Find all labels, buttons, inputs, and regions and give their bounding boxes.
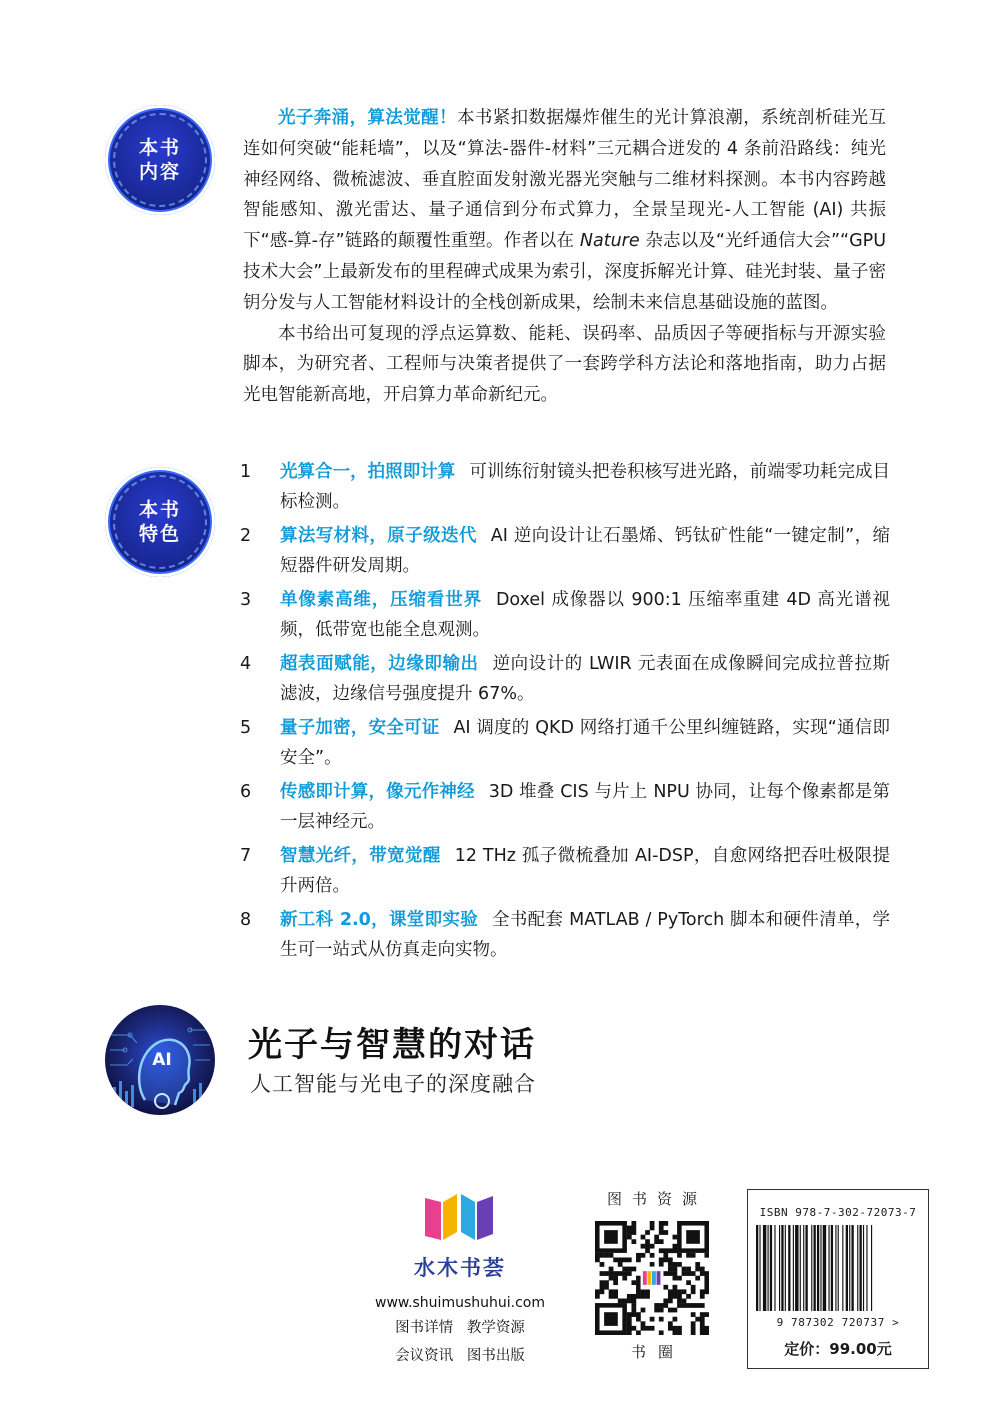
ai-label: AI [152, 1050, 172, 1070]
feature-item [240, 905, 890, 965]
feature-desc: 12 THz 孤子微梳叠加 AI-DSP，自愈网络把吞吐极限提升两倍。 [280, 846, 890, 896]
ai-head-illustration [105, 1005, 215, 1115]
feature-title: 智慧光纤，带宽觉醒 [280, 846, 441, 866]
qr-label-top: 图书资源 [606, 1190, 707, 1208]
feature-item [240, 649, 890, 709]
content-badge-line1: 本书 [138, 137, 181, 159]
feature-desc: 全书配套 MATLAB / PyTorch 脚本和硬件清单，学生可一站式从仿真走向实物。 [280, 910, 891, 960]
price: 定价：99.00元 [784, 1340, 892, 1358]
ai-head-icon [105, 1005, 215, 1115]
qr-label-bottom: 书圈 [630, 1343, 685, 1361]
feature-desc: AI 调度的 QKD 网络打通千公里纠缠链路，实现“通信即安全”。 [280, 718, 890, 768]
link-book-details[interactable]: 图书详情 [395, 1320, 454, 1336]
feature-number: 7 [240, 846, 252, 866]
feature-title: 算法写材料，原子级迭代 [280, 526, 477, 546]
features-badge-line1: 本书 [138, 499, 181, 521]
barcode-digits: 9 787302 720737 > [776, 1316, 900, 1329]
feature-number: 2 [240, 526, 252, 546]
features-badge-line2: 特色 [138, 523, 181, 545]
intro-italic-nature: Nature [579, 231, 640, 252]
slogan-title: 光子与智慧的对话 [248, 1025, 536, 1065]
feature-title: 超表面赋能，边缘即输出 [280, 654, 479, 674]
feature-item [240, 777, 890, 837]
intro-section [243, 103, 886, 411]
qr-code-icon[interactable] [595, 1221, 709, 1335]
publisher-logo-icon [415, 1190, 505, 1246]
intro-highlight: 光子奔涌，算法觉醒！ [278, 108, 457, 128]
feature-number: 3 [240, 590, 252, 610]
content-badge [105, 105, 215, 215]
link-conference-news[interactable]: 会议资讯 [395, 1348, 454, 1364]
publisher-url[interactable]: www.shuimushuhui.com [375, 1295, 545, 1311]
intro-text-a: 本书紧扣数据爆炸催生的光计算浪潮，系统剖析硅光互连如何突破“能耗墙”，以及“算法-器件-材料”三元耦合迸发的 4 条前沿路线：纯光神经网络、微梳滤波、垂直腔面发射激光器光突触与二维材料探测。本书内容跨越智能感知、激光雷达、量子通信到分布式算力，全景呈现光-人工智能 (AI) 共振下“感-算-存”链路的颠覆性重塑。作者以在 [243, 108, 887, 252]
feature-desc: AI 逆向设计让石墨烯、钙钛矿性能“一键定制”，缩短器件研发周期。 [280, 526, 891, 576]
feature-number: 6 [240, 782, 252, 802]
publisher-links [360, 1314, 560, 1370]
intro-paragraph-1 [243, 103, 886, 319]
feature-item [240, 841, 890, 901]
features-list [240, 457, 890, 969]
publisher-name: 水木书荟 [414, 1255, 506, 1280]
feature-number: 8 [240, 910, 252, 930]
feature-item [240, 585, 890, 645]
features-badge [105, 467, 215, 577]
feature-desc: 逆向设计的 LWIR 元表面在成像瞬间完成拉普拉斯滤波，边缘信号强度提升 67%。 [280, 654, 890, 704]
feature-title: 量子加密，安全可证 [280, 718, 440, 738]
feature-title: 新工科 2.0，课堂即实验 [280, 910, 479, 930]
content-badge-line2: 内容 [138, 161, 181, 183]
feature-item [240, 457, 890, 517]
link-teaching-resources[interactable]: 教学资源 [466, 1320, 525, 1336]
publisher-block [360, 1190, 560, 1370]
feature-number: 1 [240, 462, 252, 482]
link-book-publishing[interactable]: 图书出版 [466, 1348, 525, 1364]
feature-title: 传感即计算，像元作神经 [280, 782, 475, 802]
intro-paragraph-2: 本书给出可复现的浮点运算数、能耗、误码率、品质因子等硬指标与开源实验脚本，为研究者、工程师与决策者提供了一套跨学科方法论和落地指南，助力占据光电智能新高地，开启算力革命新纪元。 [243, 323, 886, 406]
feature-item [240, 521, 890, 581]
isbn-text: ISBN 978-7-302-72073-7 [759, 1206, 917, 1219]
qr-block [590, 1188, 714, 1362]
barcode-icon [748, 1223, 928, 1315]
intro-text-b: 杂志以及“光纤通信大会”“GPU 技术大会”上最新发布的里程碑式成果为索引，深度拆解光计算、硅光封装、量子密钥分发与人工智能材料设计的全栈创新成果，绘制未来信息基础设施的蓝图。 [243, 231, 887, 313]
feature-number: 5 [240, 718, 252, 738]
feature-desc: Doxel 成像器以 900:1 压缩率重建 4D 高光谱视频，低带宽也能全息观测。 [280, 590, 890, 640]
slogan-subtitle: 人工智能与光电子的深度融合 [250, 1072, 536, 1096]
feature-title: 光算合一，拍照即计算 [280, 462, 456, 482]
feature-title: 单像素高维，压缩看世界 [280, 590, 482, 610]
feature-number: 4 [240, 654, 252, 674]
feature-item [240, 713, 890, 773]
feature-desc: 可训练衍射镜头把卷积核写进光路，前端零功耗完成目标检测。 [280, 462, 891, 512]
feature-desc: 3D 堆叠 CIS 与片上 NPU 协同，让每个像素都是第一层神经元。 [280, 782, 891, 832]
